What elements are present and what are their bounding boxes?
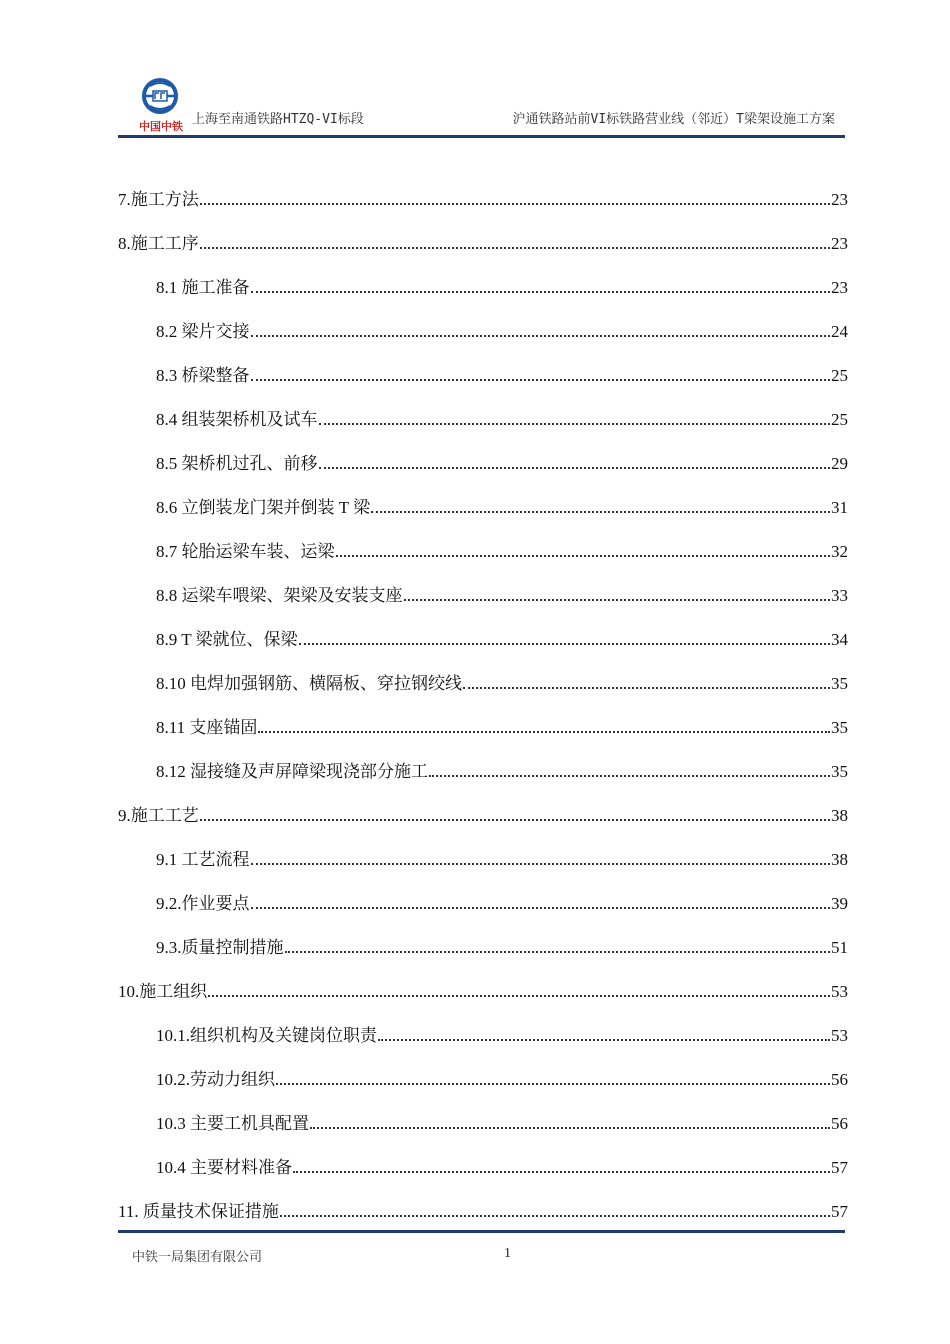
toc-dot-leader bbox=[251, 862, 831, 865]
toc-entry-page: 39 bbox=[831, 894, 848, 913]
toc-dot-leader bbox=[280, 1214, 830, 1217]
toc-entry-page: 51 bbox=[831, 938, 848, 957]
toc-dot-leader bbox=[285, 950, 831, 953]
toc-entry-label: 8.10 电焊加强钢筋、横隔板、穿拉钢绞线 bbox=[156, 674, 462, 693]
toc-dot-leader bbox=[310, 1126, 830, 1129]
toc-entry[interactable] bbox=[118, 1134, 848, 1178]
toc-entry-page: 35 bbox=[831, 762, 848, 781]
toc-entry-page: 32 bbox=[831, 542, 848, 561]
toc-entry-label: 8.9 T 梁就位、保梁 bbox=[156, 630, 298, 649]
toc-dot-leader bbox=[429, 774, 830, 777]
table-of-contents bbox=[118, 166, 848, 1222]
toc-dot-leader bbox=[319, 466, 831, 469]
toc-entry-label: 8.6 立倒装龙门架并倒装 T 梁 bbox=[156, 498, 371, 517]
toc-entry-label: 8.1 施工准备 bbox=[156, 278, 250, 297]
toc-entry-label: 8.3 桥梁整备 bbox=[156, 366, 250, 385]
toc-entry-label: 10.2.劳动力组织 bbox=[156, 1070, 275, 1089]
toc-dot-leader bbox=[208, 994, 830, 997]
toc-entry[interactable] bbox=[118, 826, 848, 870]
toc-entry-page: 57 bbox=[831, 1202, 848, 1221]
toc-entry-page: 23 bbox=[831, 234, 848, 253]
toc-dot-leader bbox=[336, 554, 831, 557]
toc-entry[interactable] bbox=[118, 650, 848, 694]
footer-company: 中铁一局集团有限公司 bbox=[132, 1250, 263, 1265]
toc-entry[interactable] bbox=[118, 562, 848, 606]
toc-entry[interactable] bbox=[118, 1002, 848, 1046]
toc-dot-leader bbox=[251, 378, 831, 381]
toc-entry-label: 9.施工工艺 bbox=[118, 806, 199, 825]
toc-entry-label: 9.2.作业要点 bbox=[156, 894, 250, 913]
toc-entry-page: 25 bbox=[831, 410, 848, 429]
toc-entry-page: 56 bbox=[831, 1114, 848, 1133]
page-footer bbox=[118, 1226, 845, 1276]
toc-entry-page: 25 bbox=[831, 366, 848, 385]
toc-entry-label: 10.1.组织机构及关键岗位职责 bbox=[156, 1026, 377, 1045]
toc-entry[interactable] bbox=[118, 210, 848, 254]
toc-entry-label: 8.7 轮胎运梁车装、运梁 bbox=[156, 542, 335, 561]
toc-entry[interactable] bbox=[118, 958, 848, 1002]
toc-entry-label: 8.8 运梁车喂梁、架梁及安装支座 bbox=[156, 586, 403, 605]
toc-entry-label: 8.11 支座锚固 bbox=[156, 718, 258, 737]
toc-entry[interactable] bbox=[118, 738, 848, 782]
toc-entry[interactable] bbox=[118, 694, 848, 738]
header-document-title: 沪通铁路站前VI标铁路营业线（邻近）T梁架设施工方案 bbox=[512, 112, 835, 127]
toc-dot-leader bbox=[378, 1038, 830, 1041]
toc-entry-label: 8.2 梁片交接 bbox=[156, 322, 250, 341]
toc-entry[interactable] bbox=[118, 386, 848, 430]
toc-entry[interactable] bbox=[118, 298, 848, 342]
toc-entry-label: 11. 质量技术保证措施 bbox=[118, 1202, 279, 1221]
toc-entry-page: 33 bbox=[831, 586, 848, 605]
toc-entry-label: 10.4 主要材料准备 bbox=[156, 1158, 292, 1177]
toc-dot-leader bbox=[251, 906, 831, 909]
toc-entry-page: 29 bbox=[831, 454, 848, 473]
toc-dot-leader bbox=[293, 1170, 830, 1173]
toc-entry[interactable] bbox=[118, 166, 848, 210]
toc-entry-page: 56 bbox=[831, 1070, 848, 1089]
toc-entry-page: 23 bbox=[831, 190, 848, 209]
logo-text: 中国中铁 bbox=[139, 120, 183, 133]
toc-entry[interactable] bbox=[118, 1090, 848, 1134]
toc-dot-leader bbox=[251, 290, 831, 293]
toc-dot-leader bbox=[276, 1082, 830, 1085]
toc-dot-leader bbox=[258, 730, 830, 733]
toc-entry[interactable] bbox=[118, 518, 848, 562]
toc-entry[interactable] bbox=[118, 254, 848, 298]
toc-entry-label: 8.4 组装架桥机及试车 bbox=[156, 410, 318, 429]
header-divider bbox=[118, 135, 845, 138]
toc-dot-leader bbox=[200, 202, 830, 205]
toc-entry-page: 53 bbox=[831, 982, 848, 1001]
toc-entry-page: 31 bbox=[831, 498, 848, 517]
toc-entry-label: 10.3 主要工机具配置 bbox=[156, 1114, 309, 1133]
toc-entry[interactable] bbox=[118, 342, 848, 386]
toc-entry-page: 53 bbox=[831, 1026, 848, 1045]
toc-entry-page: 38 bbox=[831, 806, 848, 825]
toc-entry-label: 9.1 工艺流程 bbox=[156, 850, 250, 869]
toc-entry-label: 7.施工方法 bbox=[118, 190, 199, 209]
header-project-title: 上海至南通铁路HTZQ-VI标段 bbox=[192, 112, 364, 127]
toc-entry-page: 35 bbox=[831, 674, 848, 693]
toc-entry[interactable] bbox=[118, 1046, 848, 1090]
toc-entry-label: 8.12 湿接缝及声屏障梁现浇部分施工 bbox=[156, 762, 428, 781]
toc-dot-leader bbox=[319, 422, 831, 425]
toc-dot-leader bbox=[200, 818, 830, 821]
toc-dot-leader bbox=[463, 686, 830, 689]
toc-entry[interactable] bbox=[118, 430, 848, 474]
toc-entry-label: 9.3.质量控制措施 bbox=[156, 938, 284, 957]
page-header bbox=[118, 74, 845, 136]
toc-entry[interactable] bbox=[118, 606, 848, 650]
toc-entry-label: 8.5 架桥机过孔、前移 bbox=[156, 454, 318, 473]
toc-entry-page: 34 bbox=[831, 630, 848, 649]
toc-entry-page: 38 bbox=[831, 850, 848, 869]
toc-dot-leader bbox=[299, 642, 830, 645]
toc-dot-leader bbox=[371, 510, 830, 513]
crec-logo-icon bbox=[136, 78, 184, 133]
toc-dot-leader bbox=[200, 246, 830, 249]
footer-divider bbox=[118, 1230, 845, 1233]
toc-entry[interactable] bbox=[118, 474, 848, 518]
toc-entry[interactable] bbox=[118, 870, 848, 914]
toc-entry-label: 10.施工组织 bbox=[118, 982, 208, 1001]
toc-entry-page: 35 bbox=[831, 718, 848, 737]
toc-entry[interactable] bbox=[118, 782, 848, 826]
toc-entry-page: 24 bbox=[831, 322, 848, 341]
toc-entry[interactable] bbox=[118, 914, 848, 958]
toc-entry[interactable] bbox=[118, 1178, 848, 1222]
page-number: 1 bbox=[504, 1246, 511, 1261]
toc-dot-leader bbox=[251, 334, 831, 337]
toc-dot-leader bbox=[404, 598, 831, 601]
toc-entry-page: 57 bbox=[831, 1158, 848, 1177]
toc-entry-page: 23 bbox=[831, 278, 848, 297]
toc-entry-label: 8.施工工序 bbox=[118, 234, 199, 253]
